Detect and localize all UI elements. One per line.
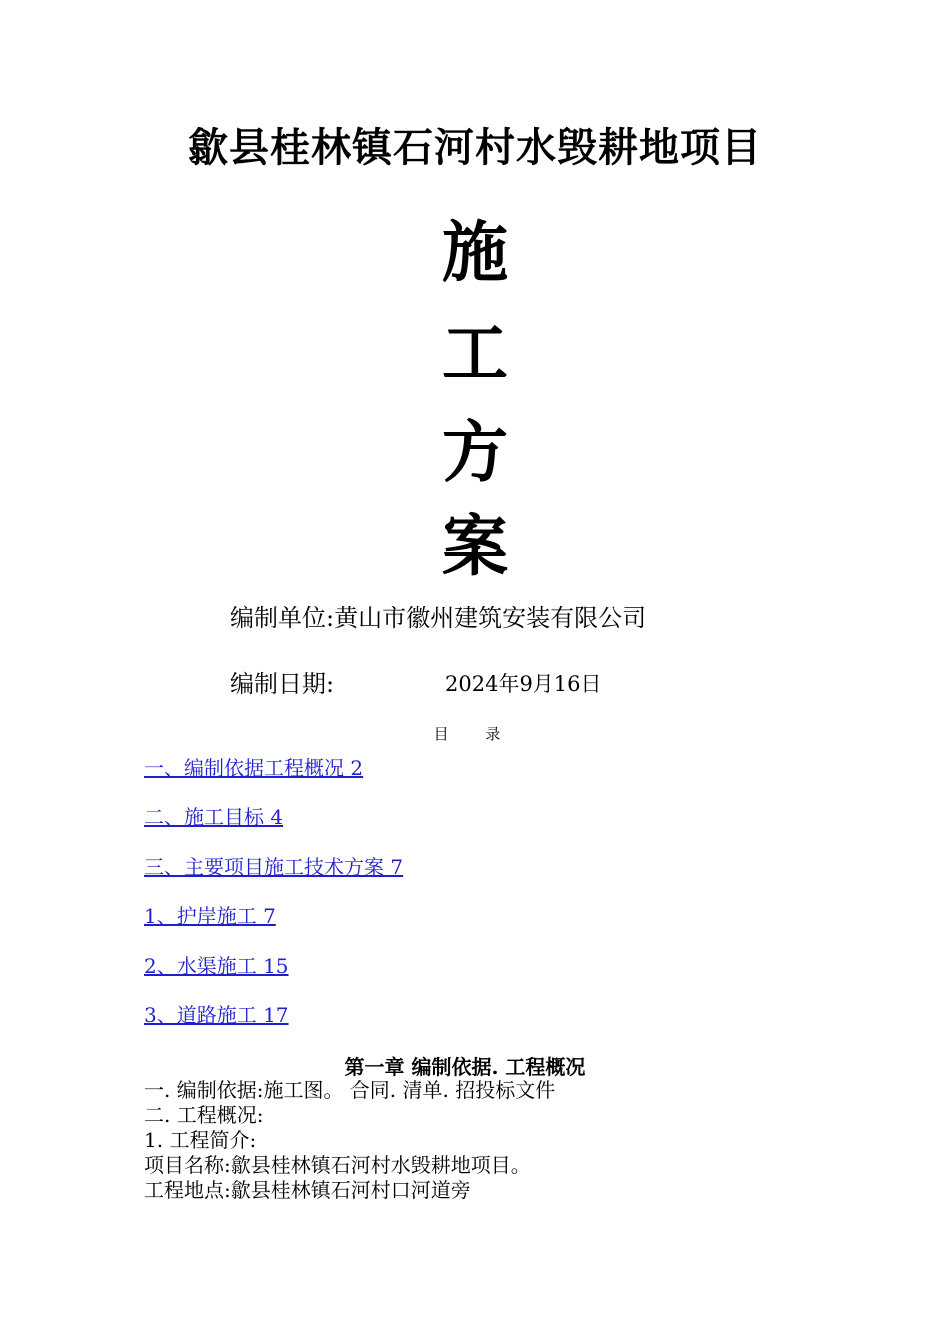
compiler-line: 编制单位:黄山市徽州建筑安装有限公司 (230, 604, 647, 632)
body-line-2: 二. 工程概况: (144, 1103, 264, 1127)
body-line-3: 1. 工程简介: (144, 1128, 257, 1152)
big-title-char-3: 方 (442, 413, 508, 491)
date-value: 2024年9月16日 (445, 672, 602, 696)
toc-link-2[interactable]: 二、施工目标 4 (144, 805, 284, 829)
date-label: 编制日期: (230, 670, 335, 698)
toc-link-3[interactable]: 三、主要项目施工技术方案 7 (144, 855, 404, 879)
big-title-char-2: 工 (442, 314, 508, 392)
toc-link-5[interactable]: 2、水渠施工 15 (144, 954, 289, 978)
toc-heading: 目 录 (433, 725, 517, 743)
big-title-char-1: 施 (442, 213, 508, 291)
document-title: 歙县桂林镇石河村水毁耕地项目 (188, 124, 762, 171)
toc-link-6[interactable]: 3、道路施工 17 (144, 1003, 289, 1027)
toc-link-4[interactable]: 1、护岸施工 7 (144, 904, 276, 928)
toc-link-1[interactable]: 一、编制依据工程概况 2 (144, 756, 364, 780)
body-line-1: 一. 编制依据:施工图。 合同. 清单. 招投标文件 (144, 1078, 556, 1102)
body-line-4: 项目名称:歙县桂林镇石河村水毁耕地项目。 (144, 1153, 531, 1177)
body-line-5: 工程地点:歙县桂林镇石河村口河道旁 (144, 1178, 471, 1202)
big-title-char-4: 案 (442, 507, 508, 585)
date-line (230, 668, 602, 700)
chapter-heading: 第一章 编制依据. 工程概况 (344, 1055, 586, 1079)
